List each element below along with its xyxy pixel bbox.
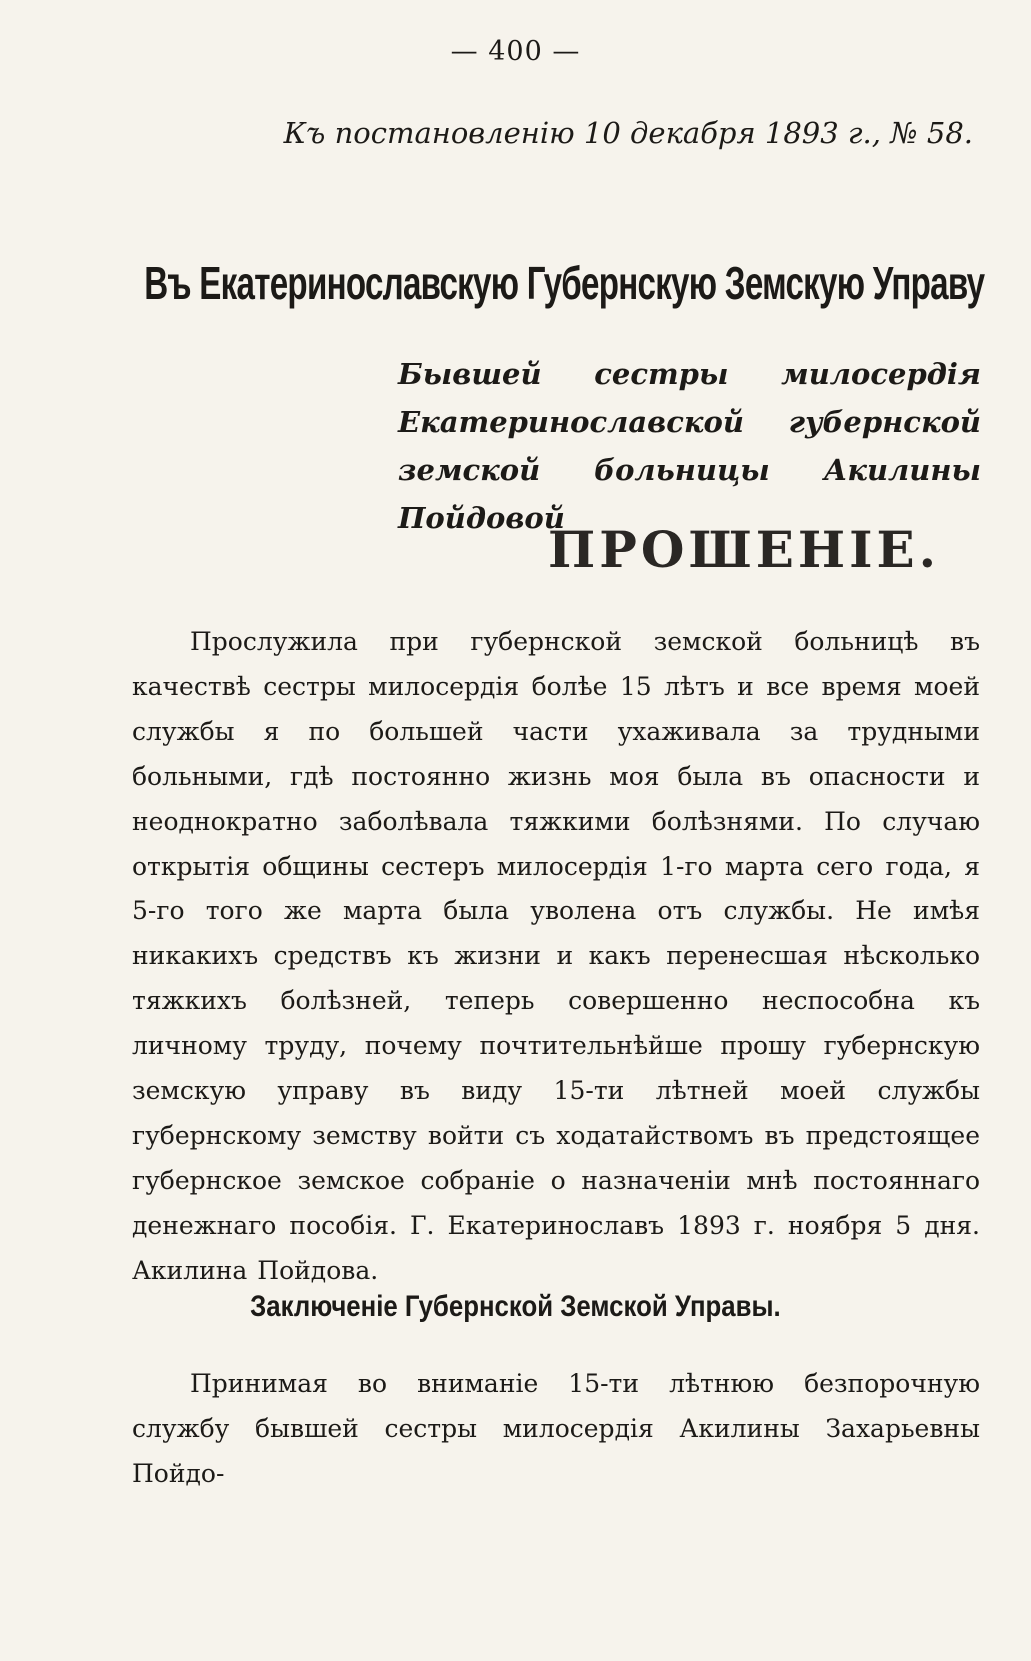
conclusion-body: Принимая во вниманіе 15-ти лѣтнюю безпорочную службу бывшей сестры милосердія Акилины Захарьевны Пойдо-	[132, 1369, 980, 1488]
resolution-reference: Къ постановленію 10 декабря 1893 г., № 58.	[283, 116, 973, 150]
sender-block: Бывшей сестры милосердія Екатеринославской губернской земской больницы Акилины Пойдовой	[398, 357, 981, 535]
conclusion-heading: Заключеніе Губернской Земской Управы.	[250, 1290, 781, 1323]
addressee-heading: Въ Екатеринославскую Губернскую Земскую Управу	[144, 257, 985, 309]
petition-title: ПРОШЕНІЕ.	[548, 520, 941, 579]
petition-body: Прослужила при губернской земской больницѣ въ качествѣ сестры милосердія болѣе 15 лѣтъ и все время моей службы я по большей части ухаживала за трудными больными, гдѣ постоянно жизнь моя была въ опасности и неоднократно заболѣвала тяжкими болѣзнями. По случаю открытія общины сестеръ милосердія 1-го марта сего года, я 5-го того же марта была уволена отъ службы. Не имѣя никакихъ средствъ къ жизни и какъ перенесшая нѣсколько тяжкихъ болѣзней, теперь совершенно неспособна къ личному труду, почему почтительнѣйше прошу губернскую земскую управу въ виду 15-ти лѣтней моей службы губернскому земству войти съ ходатайствомъ въ предстоящее губернское земское собраніе о назначеніи мнѣ постояннаго денежнаго пособія. Г. Екатеринославъ 1893 г. ноября 5 дня. Акилина Пойдова.	[132, 627, 980, 1285]
page-number: — 400 —	[450, 36, 581, 67]
